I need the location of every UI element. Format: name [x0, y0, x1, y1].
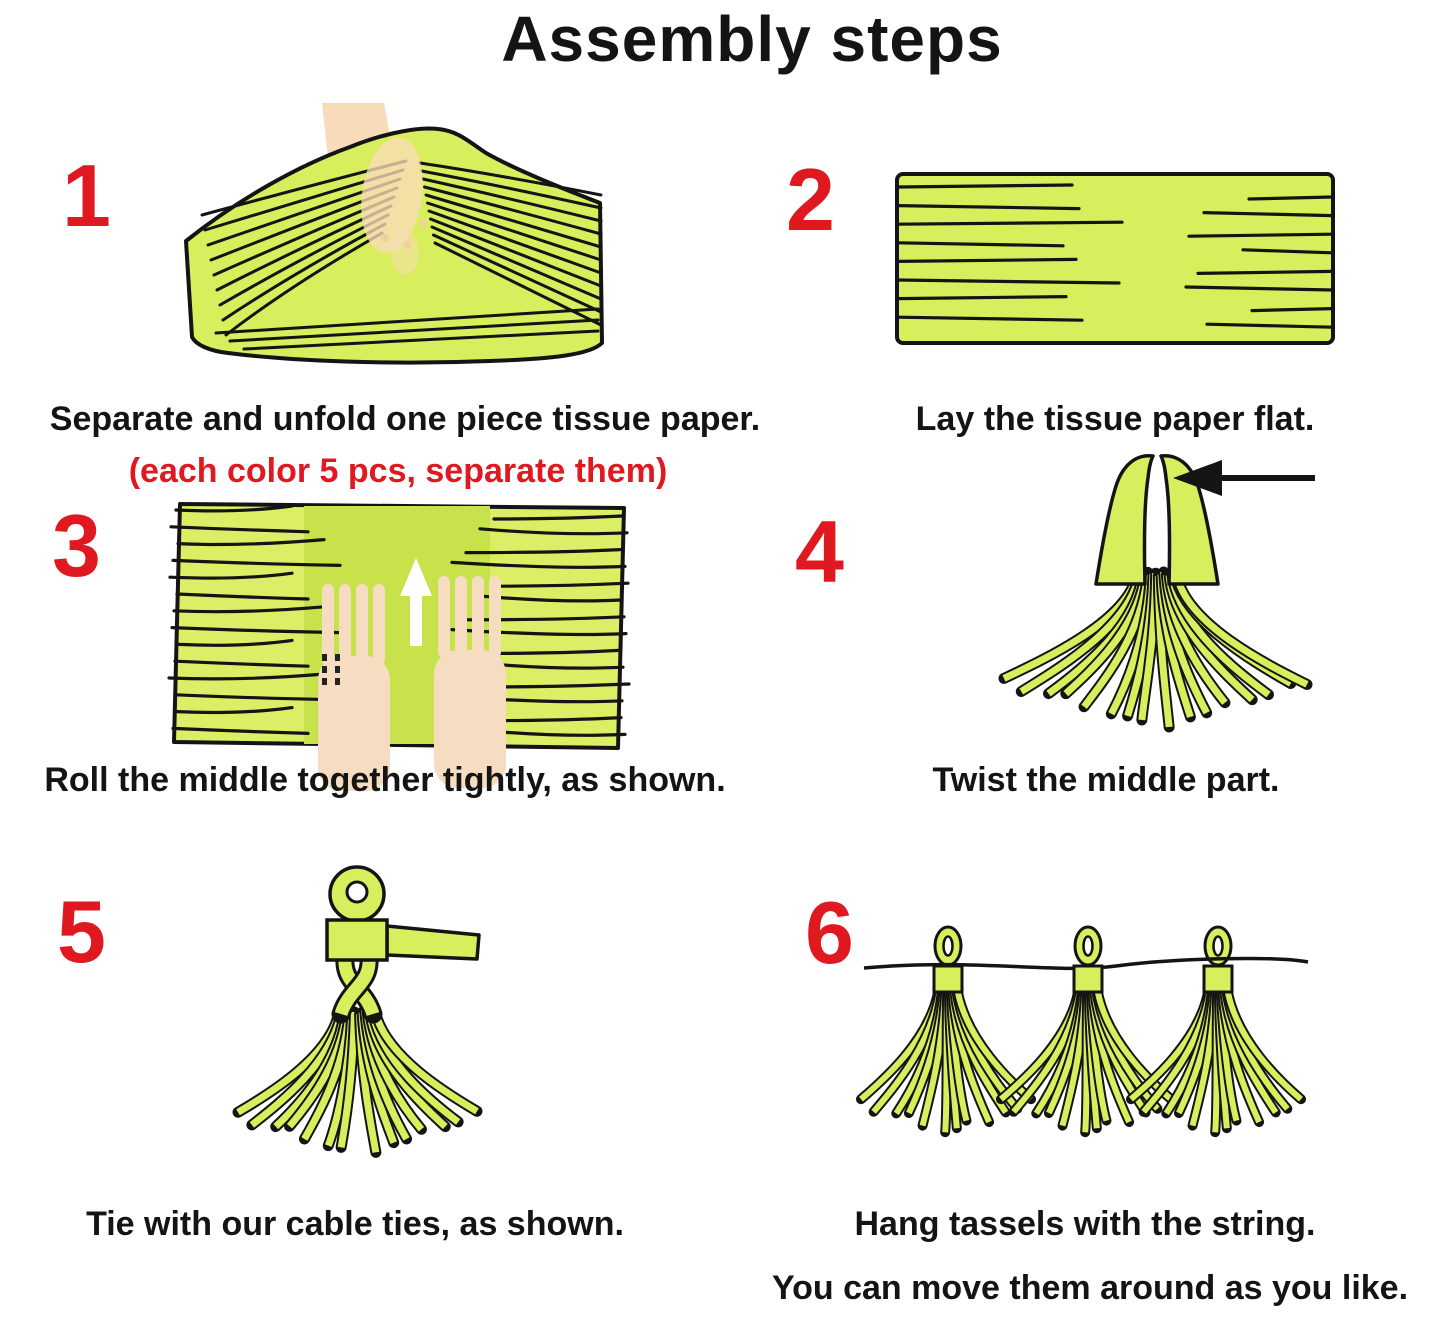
fingertip-dot: [381, 234, 389, 242]
loop-hole: [347, 882, 367, 902]
twisted-loop-left: [1096, 456, 1153, 584]
step-6-caption-line2: You can move them around as you like.: [771, 1269, 1409, 1307]
step-1-note: (each color 5 pcs, separate them): [128, 452, 668, 490]
cable-tie: [327, 920, 387, 960]
fingertip-dot: [403, 241, 411, 249]
step-5-caption: Tie with our cable ties, as shown.: [86, 1205, 624, 1243]
tassel-strands: [238, 1010, 477, 1152]
step-3-number: 3: [52, 496, 101, 595]
step-2-caption: Lay the tissue paper flat.: [915, 400, 1315, 438]
step-3-caption: Roll the middle together tightly, as shown.: [44, 761, 726, 799]
step-5-number: 5: [57, 882, 106, 981]
step-5-illustration: [225, 856, 495, 1166]
step-1-number: 1: [62, 146, 111, 245]
tassel-strands: [1004, 572, 1307, 727]
step-3-illustration: [172, 498, 632, 798]
hand-shadow: [391, 231, 419, 275]
step-6-caption: Hang tassels with the string.: [854, 1205, 1316, 1243]
cable-tie-tail: [387, 926, 479, 959]
step-6-illustration: [856, 910, 1316, 1150]
step-4-number: 4: [795, 502, 844, 601]
step-4-illustration: [985, 448, 1325, 748]
step-1-caption: Separate and unfold one piece tissue paper.: [49, 400, 761, 438]
step-2-number: 2: [786, 150, 835, 249]
tassel-strands: [861, 990, 1301, 1132]
step-2-illustration: [895, 172, 1335, 345]
step-6-number: 6: [805, 883, 854, 982]
cable-ties: [934, 966, 1232, 992]
fingertip-dot: [420, 220, 427, 227]
step-4-caption: Twist the middle part.: [932, 761, 1280, 799]
page-title: Assembly steps: [501, 3, 1003, 75]
step-1-illustration: [170, 103, 610, 368]
